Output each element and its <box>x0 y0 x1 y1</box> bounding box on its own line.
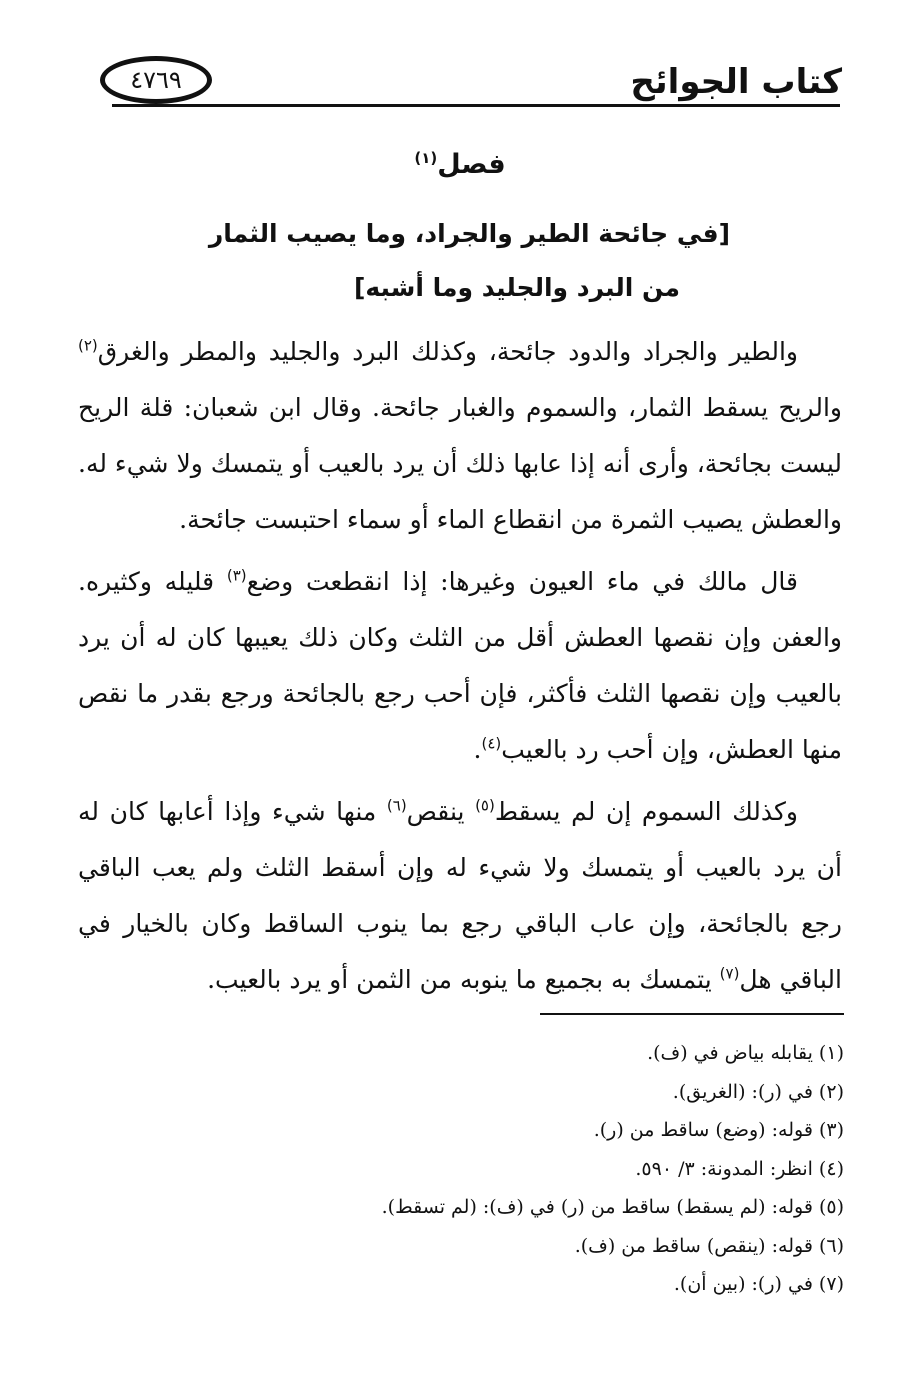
section-title-text: فصل <box>437 149 506 180</box>
paragraph-3-part-b: ينقص <box>406 797 476 826</box>
paragraph-1-part-a: والطير والجراد والدود جائحة، وكذلك البرد والجليد والمطر والغرق <box>97 337 798 366</box>
footnote-3: (٣) قوله: (وضع) ساقط من (ر). <box>593 1119 844 1141</box>
footnote-6: (٦) قوله: (ينقص) ساقط من (ف). <box>574 1234 844 1257</box>
page-number: ٤٧٦٩ <box>100 56 212 104</box>
footnote-1: (١) يقابله بياض في (ف). <box>647 1042 844 1064</box>
section-title <box>0 145 920 185</box>
footnote-7: (٧) في (ر): (بين أن). <box>673 1273 844 1295</box>
paragraph-3-part-c: منها شيء وإذا أعابها كان له أن يرد بالعيب أو يتمسك ولا شيء له وإن أسقط الثلث ولم يعب الباقي رجع بالجائحة، وإن عاب الباقي رجع بما ينوب الساقط وكان بالخيار في الباقي هل <box>78 797 842 994</box>
paragraph-1-part-b: والريح يسقط الثمار، والسموم والغبار جائحة. وقال ابن شعبان: قلة الريح ليست بجائحة، وأرى أنه إذا عابها ذلك أن يرد بالعيب أو يتمسك ولا شيء له. والعطش يصيب الثمرة من انقطاع الماء أو سماء احتبست جائحة. <box>78 393 842 534</box>
paragraph-3 <box>78 784 842 1008</box>
footnote-ref-1: (١) <box>414 149 438 167</box>
footnote-ref-7: (٧) <box>719 964 740 983</box>
footnote-4: (٤) انظر: المدونة: ٣/ ٥٩٠. <box>635 1157 844 1180</box>
paragraph-2-part-c: . <box>473 735 482 764</box>
paragraph-2 <box>78 554 842 778</box>
footnote-divider <box>540 1013 844 1015</box>
footnotes-list <box>284 1034 844 1304</box>
paragraph-2-part-b: قليله وكثيره. والعفن وإن نقصها العطش أقل من الثلث وكان ذلك يعيبها كان له أن يرد بالعيب وإن نقصها الثلث فأكثر، فإن أحب رجع بالجائحة ورجع بقدر ما نقص منها العطش، وإن أحب رد بالعيب <box>78 567 842 764</box>
section-heading-line-2: من البرد والجليد وما أشبه] <box>353 273 680 302</box>
footnote-ref-5: (٥) <box>475 796 495 815</box>
footnote-ref-4: (٤) <box>481 734 502 753</box>
paragraph-3-part-d: يتمسك به بجميع ما ينوبه من الثمن أو يرد بالعيب. <box>207 965 720 994</box>
paragraph-3-part-a: وكذلك السموم إن لم يسقط <box>494 797 798 826</box>
footnote-2: (٢) في (ر): (الغريق). <box>672 1080 844 1103</box>
footnote-ref-3: (٣) <box>226 566 247 585</box>
header-rule <box>112 104 840 107</box>
paragraph-1 <box>78 324 842 548</box>
footnote-5: (٥) قوله: (لم يسقط) ساقط من (ر) في (ف): (لم تسقط). <box>381 1196 844 1218</box>
paragraph-2-part-a: قال مالك في ماء العيون وغيرها: إذا انقطعت وضع <box>246 567 798 596</box>
body-text <box>78 324 842 1014</box>
footnote-ref-2: (٢) <box>78 336 98 355</box>
footnote-ref-6: (٦) <box>386 796 407 815</box>
book-title: كتاب الجوائح <box>630 62 842 102</box>
section-heading-line-1: [في جائحة الطير والجراد، وما يصيب الثمار <box>208 219 730 248</box>
